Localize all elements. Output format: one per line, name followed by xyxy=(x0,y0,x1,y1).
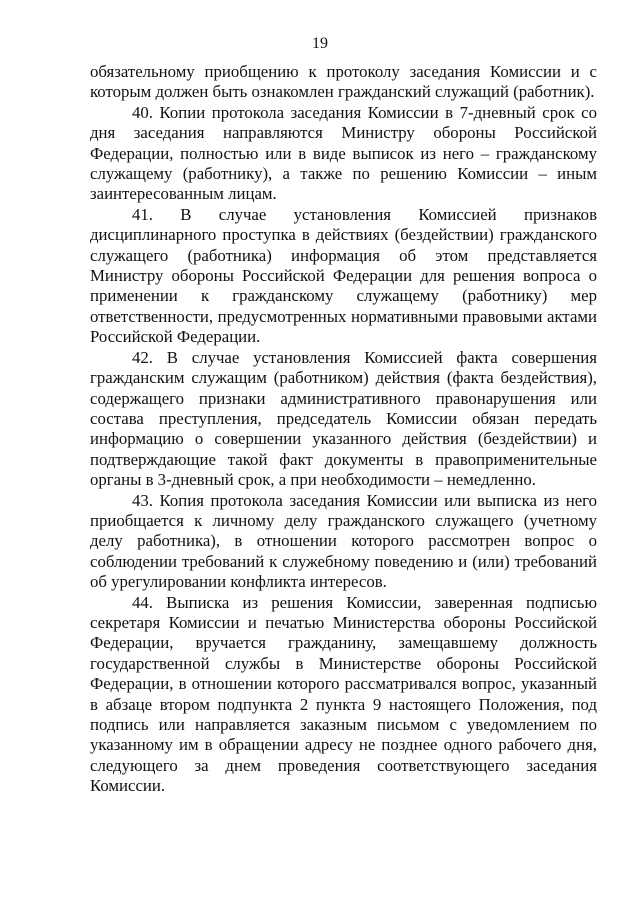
paragraph-40: 40. Копии протокола заседания Комиссии в 7-дневный срок со дня заседания направляются Министру обороны Российской Федерации, полностью или в виде выписок из него – гражданскому служащему (работнику), а также по решению Комиссии – иным заинтересованным лицам. xyxy=(90,102,597,204)
paragraph-41: 41. В случае установления Комиссией признаков дисциплинарного проступка в действиях (бездействии) гражданского служащего (работника) информация об этом представляется Министру обороны Российской Федерации для решения вопроса о применении к гражданскому служащему (работнику) мер ответственности, предусмотренных нормативными правовыми актами Российской Федерации. xyxy=(90,204,597,347)
paragraph-42: 42. В случае установления Комиссией факта совершения гражданским служащим (работником) действия (факта бездействия), содержащего признаки административного правонарушения или состава преступления, председатель Комиссии обязан передать информацию о совершении указанного действия (бездействии) и подтверждающие такой факт документы в правоприменительные органы в 3-дневный срок, а при необходимости – немедленно. xyxy=(90,347,597,490)
paragraph-continuation: обязательному приобщению к протоколу заседания Комиссии и с которым должен быть ознакомлен гражданский служащий (работник). xyxy=(90,62,597,102)
paragraph-44: 44. Выписка из решения Комиссии, заверенная подписью секретаря Комиссии и печатью Министерства обороны Российской Федерации, вручается гражданину, замещавшему должность государственной службы в Министерстве обороны Российской Федерации, в отношении которого рассматривался вопрос, указанный в абзаце втором подпункта 2 пункта 9 настоящего Положения, под подпись или направляется заказным письмом с уведомлением по указанному им в обращении адресу не позднее одного рабочего дня, следующего за днем проведения соответствующего заседания Комиссии. xyxy=(90,592,597,796)
page-number: 19 xyxy=(312,35,328,52)
document-body xyxy=(90,62,597,797)
paragraph-43: 43. Копия протокола заседания Комиссии или выписка из него приобщается к личному делу гражданского служащего (учетному делу работника), в отношении которого рассмотрен вопрос о соблюдении требований к служебному поведению и (или) требований об урегулировании конфликта интересов. xyxy=(90,490,597,592)
